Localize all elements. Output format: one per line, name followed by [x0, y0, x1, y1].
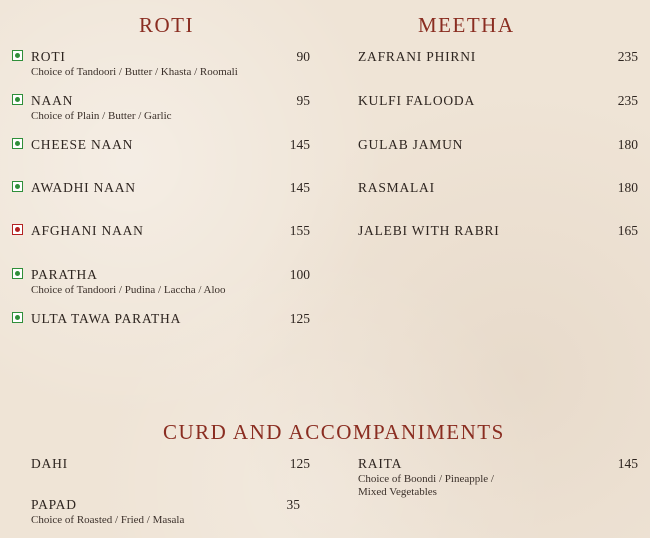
- menu-item-dahi: [31, 456, 310, 474]
- item-price: 125: [289, 311, 310, 326]
- menu-item-gulab-jamun: [358, 137, 638, 155]
- menu-item-paratha: [12, 267, 310, 297]
- item-name: KULFI FALOODA: [358, 93, 476, 108]
- veg-indicator-icon: [12, 94, 23, 105]
- menu-item-ulta-tawa-paratha: [12, 311, 310, 329]
- veg-indicator-icon: [12, 268, 23, 279]
- item-price: 100: [289, 267, 310, 282]
- item-name: ULTA TAWA PARATHA: [31, 311, 182, 326]
- menu-item-awadhi-naan: [12, 180, 310, 198]
- menu-item-papad: [31, 497, 300, 529]
- item-price: 235: [617, 93, 638, 108]
- menu-item-kulfi-falooda: [358, 93, 638, 111]
- non-veg-indicator-icon: [12, 224, 23, 235]
- item-name: RASMALAI: [358, 180, 435, 195]
- item-name: AWADHI NAAN: [31, 180, 136, 195]
- item-description: Choice of Tandoori / Pudina / Laccha / Aloo: [31, 284, 226, 296]
- item-price: 35: [286, 497, 300, 512]
- item-price: 90: [296, 49, 310, 64]
- item-name: AFGHANI NAAN: [31, 223, 144, 238]
- item-price: 155: [289, 223, 310, 238]
- item-price: 145: [617, 456, 638, 471]
- menu-item-afghani-naan: [12, 223, 310, 241]
- veg-indicator-icon: [12, 138, 23, 149]
- item-price: 180: [617, 180, 638, 195]
- item-name: DAHI: [31, 456, 68, 471]
- veg-indicator-icon: [12, 181, 23, 192]
- veg-indicator-icon: [12, 312, 23, 323]
- item-price: 145: [289, 180, 310, 195]
- item-name: NAAN: [31, 93, 74, 108]
- item-description: Choice of Boondi / Pineapple /: [358, 473, 494, 485]
- item-name: GULAB JAMUN: [358, 137, 464, 152]
- item-price: 165: [617, 223, 638, 238]
- menu-item-jalebi-with-rabri: [358, 223, 638, 241]
- menu-item-naan: [12, 93, 310, 123]
- item-description-line-2: Mixed Vegetables: [358, 486, 437, 498]
- item-price: 180: [617, 137, 638, 152]
- menu-item-raita: [358, 456, 638, 502]
- item-description: Choice of Plain / Butter / Garlic: [31, 110, 172, 122]
- item-name: PAPAD: [31, 497, 77, 512]
- item-name: PARATHA: [31, 267, 98, 282]
- item-name: CHEESE NAAN: [31, 137, 134, 152]
- item-name: ZAFRANI PHIRNI: [358, 49, 477, 64]
- section-title-meetha: MEETHA: [418, 13, 515, 37]
- item-description: Choice of Tandoori / Butter / Khasta / Roomali: [31, 66, 238, 78]
- menu-item-zafrani-phirni: [358, 49, 638, 67]
- menu-item-cheese-naan: [12, 137, 310, 155]
- item-price: 125: [289, 456, 310, 471]
- item-description: Choice of Roasted / Fried / Masala: [31, 514, 185, 526]
- veg-indicator-icon: [12, 50, 23, 61]
- item-name: JALEBI WITH RABRI: [358, 223, 500, 238]
- item-price: 235: [617, 49, 638, 64]
- section-title-curd-and-accompaniments: CURD AND ACCOMPANIMENTS: [163, 420, 505, 444]
- menu-item-roti: [12, 49, 310, 79]
- menu-item-rasmalai: [358, 180, 638, 198]
- item-price: 95: [296, 93, 310, 108]
- item-name: RAITA: [358, 456, 403, 471]
- item-name: ROTI: [31, 49, 66, 64]
- item-price: 145: [289, 137, 310, 152]
- section-title-roti: ROTI: [139, 13, 194, 37]
